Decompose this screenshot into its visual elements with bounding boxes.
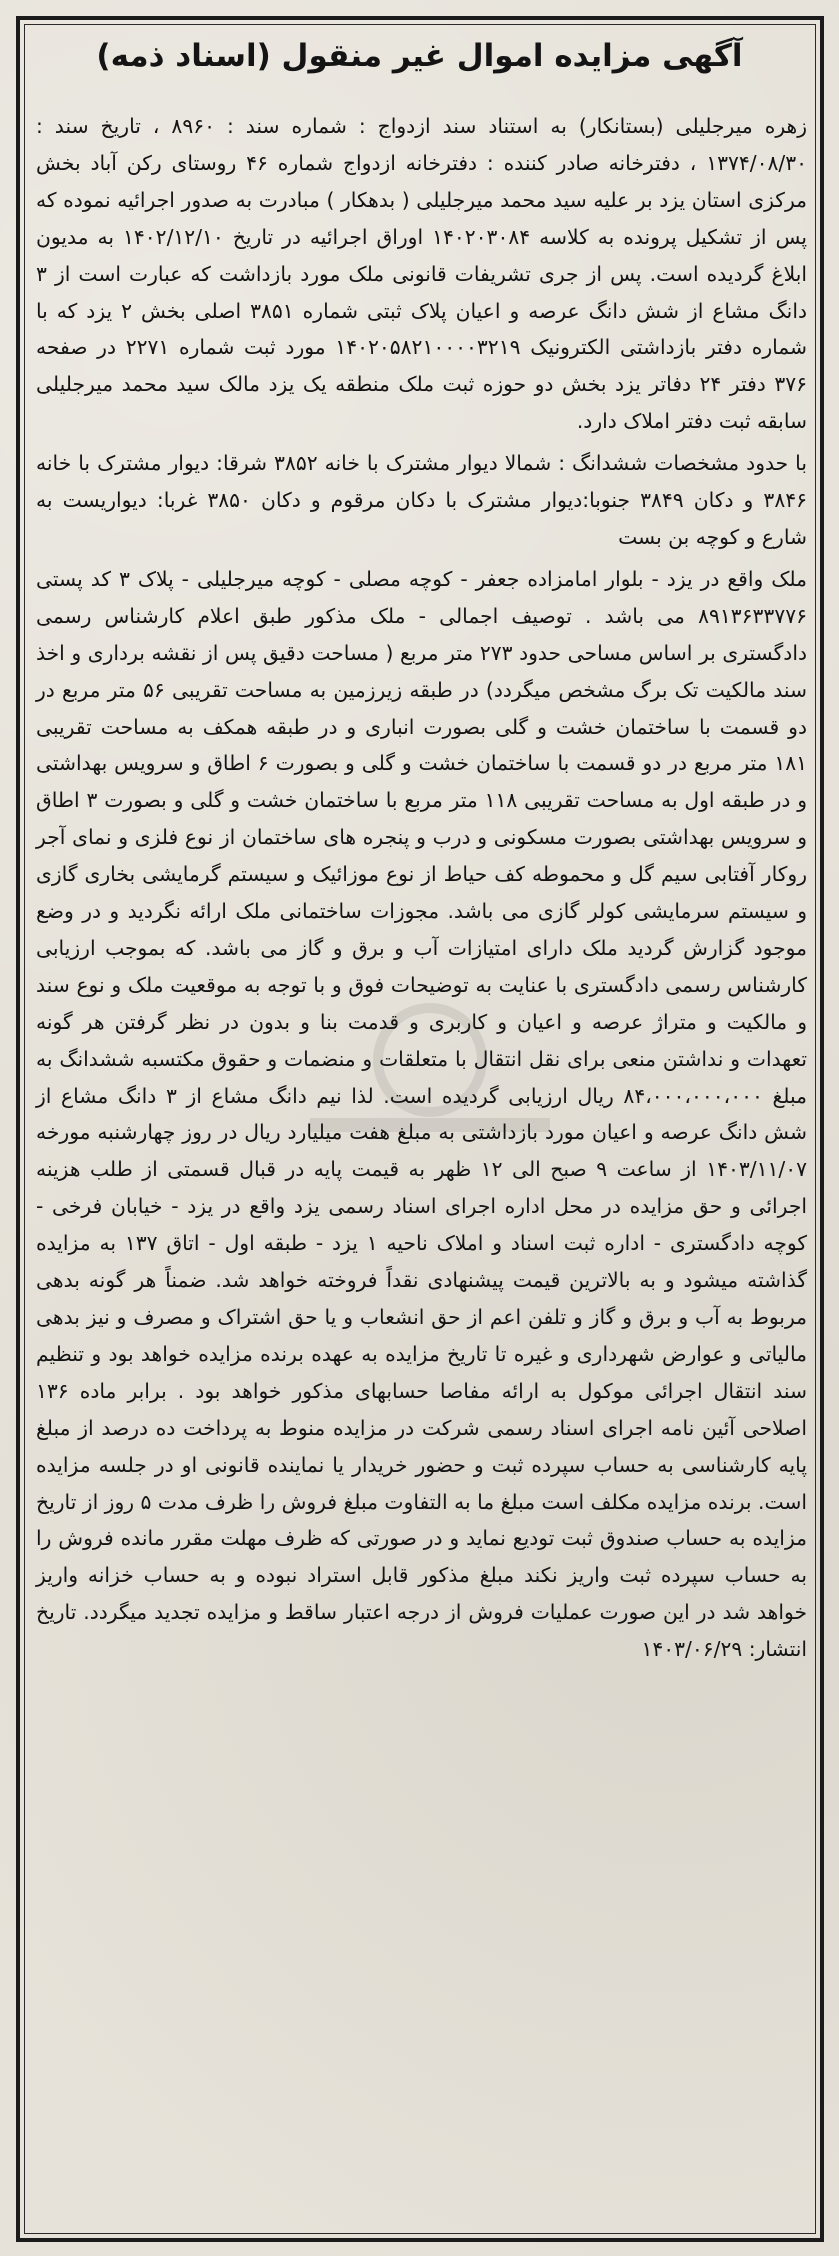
notice-paragraph-creditor: زهره میرجلیلی (بستانکار) به استناد سند ازدواج : شماره سند : ۸۹۶۰ ، تاریخ سند : ۱۳۷۴/۰۸/۳۰ ، دفترخانه صادر کننده : دفترخانه ازدواج شماره ۴۶ روستای رکن آباد بخش مرکزی استان یزد بر علیه سید محمد میرجلیلی ( بدهکار ) مبادرت به صدور اجرائیه نموده که پس از تشکیل پرونده به کلاسه ۱۴۰۲۰۳۰۸۴ اوراق اجرائیه در تاریخ ۱۴۰۲/۱۲/۱۰ به مدیون ابلاغ گردیده است. پس از جری تشریفات قانونی ملک مورد بازداشت که عبارت است از ۳ دانگ مشاع از شش دانگ عرصه و اعیان پلاک ثبتی شماره ۳۸۵۱ اصلی بخش ۲ یزد که با شماره دفتر بازداشتی الکترونیک ۱۴۰۲۰۵۸۲۱۰۰۰۰۳۲۱۹ مورد ثبت شماره ۲۲۷۱ در صفحه ۳۷۶ دفتر ۲۴ دفاتر یزد بخش دو حوزه ثبت ملک منطقه یک یزد مالک سید محمد میرجلیلی سابقه ثبت دفتر املاک دارد. xyxy=(36,114,808,434)
notice-title: آگهی مزایده اموال غیر منقول (اسناد ذمه) xyxy=(96,38,743,74)
notice-paragraph-boundaries: با حدود مشخصات ششدانگ : شمالا دیوار مشترک با خانه ۳۸۵۲ شرقا: دیوار مشترک با خانه ۳۸۴۶ و دکان ۳۸۴۹ جنوبا:دیوار مشترک با دکان مرقوم و دکان ۳۸۵۰ غربا: دیواریست به شارع و کوچه بن بست xyxy=(36,451,808,549)
notice-body xyxy=(36,108,807,2232)
notice-paragraph-property-details: ملک واقع در یزد - بلوار امامزاده جعفر - کوچه مصلی - کوچه میرجلیلی - پلاک ۳ کد پستی ۸۹۱۳۶۳۳۷۷۶ می باشد . توصیف اجمالی - ملک مذکور طبق اعلام کارشناس رسمی دادگستری بر اساس مساحی حدود ۲۷۳ متر مربع ( مساحت دقیق پس از نقشه برداری و اخذ سند مالکیت تک برگ مشخص میگردد) در طبقه زیرزمین به مساحت تقریبی ۵۶ متر مربع در دو قسمت با ساختمان خشت و گلی بصورت انباری و در طبقه همکف به مساحت تقریبی ۱۸۱ متر مربع در دو قسمت با ساختمان خشت و گلی و بصورت ۶ اطاق و سرویس بهداشتی و در طبقه اول به مساحت تقریبی ۱۱۸ متر مربع با ساختمان خشت و گلی و بصورت ۳ اطاق و سرویس بهداشتی بصورت مسکونی و درب و پنجره های ساختمان از نوع فلزی و نمای آجر روکار آفتابی سیم گل و محموطه کف حیاط از نوع موزائیک و سیستم گرمایشی بخاری گازی و سیستم سرمایشی کولر گازی می باشد. مجوزات ساختمانی ملک ارائه نگردید و در وضع موجود گزارش گردید ملک دارای امتیازات آب و برق و گاز می باشد. که بموجب ارزیابی کارشناس رسمی دادگستری با عنایت به توضیحات فوق و با توجه به موقعیت ملک و نوع سند و مالکیت و متراژ عرصه و اعیان و کاربری و قدمت بنا و بدون در نظر گرفتن هر گونه تعهدات و نداشتن منعی برای نقل انتقال با متعلقات و منضمات و حقوق مکتسبه ششدانگ به مبلغ ۸۴،۰۰۰،۰۰۰،۰۰۰ ریال ارزیابی گردیده است. لذا نیم دانگ مشاع از ۳ دانگ مشاع از شش دانگ عرصه و اعیان مورد بازداشتی به مبلغ هفت میلیارد ریال در روز چهارشنبه مورخه ۱۴۰۳/۱۱/۰۷ از ساعت ۹ صبح الی ۱۲ ظهر به قیمت پایه در قبال قسمتی از طلب هزینه اجرائی و حق مزایده در محل اداره اجرای اسناد رسمی یزد واقع در یزد - خیابان فرخی - کوچه دادگستری - اداره ثبت اسناد و املاک ناحیه ۱ یزد - طبقه اول - اتاق ۱۳۷ به مزایده گذاشته میشود و به بالاترین قیمت پیشنهادی نقداً فروخته خواهد شد. ضمناً هر گونه بدهی مربوط به آب و برق و گاز و تلفن اعم از حق انشعاب و یا حق اشتراک و مصرف و نیز بدهی مالیاتی و عوارض شهرداری و غیره تا تاریخ مزایده به عهده برنده مزایده خواهد بود و تنظیم سند انتقال اجرائی موکول به ارائه مفاصا حسابهای مذکور خواهد بود . برابر ماده ۱۳۶ اصلاحی آئین نامه اجرای اسناد رسمی شرکت در مزایده منوط به پرداخت ده درصد از مبلغ پایه کارشناسی به حساب سپرده ثبت و حضور خریدار یا نماینده قانونی او در جلسه مزایده است. برنده مزایده مکلف است مبلغ ما به التفاوت مبلغ فروش را ظرف مدت ۵ روز از تاریخ مزایده به حساب صندوق ثبت تودیع نماید و در صورتی که ظرف مهلت مقرر مانده فروش را به حساب سپرده ثبت واریز نکند مبلغ مذکور قابل استراد نبوده و به حساب خزانه واریز خواهد شد در این صورت عملیات فروش از درجه اعتبار ساقط و مزایده تجدید میگردد. تاریخ انتشار: ۱۴۰۳/۰۶/۲۹ xyxy=(36,566,808,1662)
